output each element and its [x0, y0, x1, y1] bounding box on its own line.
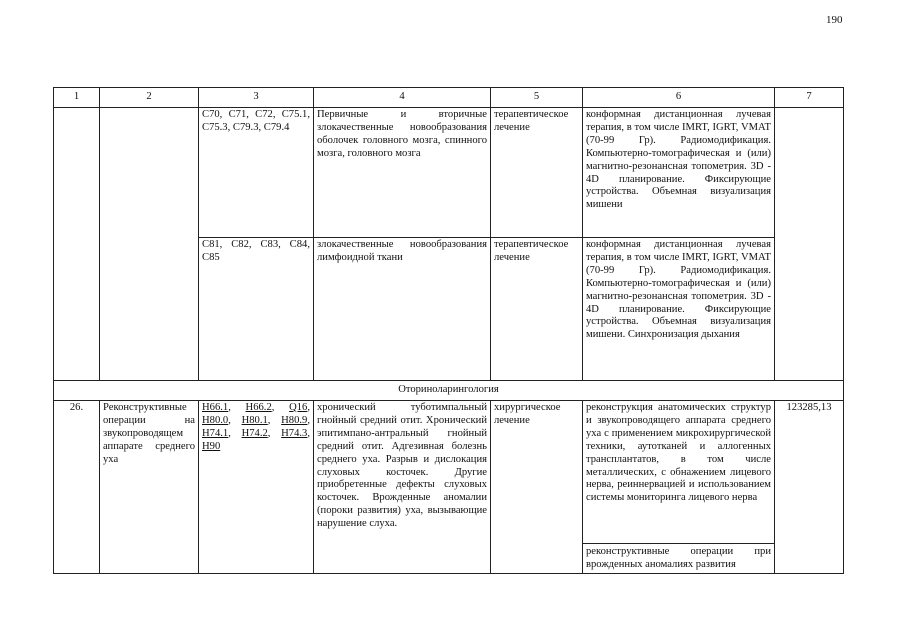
- code: H74.3: [281, 427, 308, 439]
- section-title: Оториноларингология: [54, 381, 844, 401]
- code: H80.9: [281, 414, 308, 426]
- codes-cell: С81, С82, С83, С84, С85: [199, 238, 314, 381]
- model-cell: хронический туботимпальный гнойный средний отит. Хронический эпитимпано-антральный гнойный средний отит. Адгезивная болезнь среднего уха. Разрыв и дислокация слуховых косточек. Другие приобретенные дефекты слуховых косточек. Врожденные аномалии (пороки развития) уха, вызывающие нарушение слуха.: [314, 401, 491, 574]
- code: H74.2: [241, 427, 268, 439]
- method-cell: конформная дистанционная лучевая терапия, в том числе IMRT, IGRT, VMAT (70-99 Гр). Радиомодификация. Компьютерно-томографическая и (или) магнитно-резонансная топометрия. 3D - 4D планирование. Фиксирующие устройства. Объемная визуализация мишени: [583, 108, 775, 238]
- code: H74.1: [202, 427, 229, 439]
- method-reconstruction: реконструкция анатомических структур и звукопроводящего аппарата среднего уха с применением микрохирургической техники, аутотканей и аллогенных трансплантатов, в том числе металлических, с обнажением лицевого нерва, реиннервацией и использованием системы мониторинга лицевого нерва: [583, 401, 774, 544]
- code: H80.1: [241, 414, 268, 426]
- code: H80.0: [202, 414, 229, 426]
- row-number: 26.: [54, 401, 100, 574]
- model-cell: Первичные и вторичные злокачественные новообразования оболочек головного мозга, спинного мозга, головного мозга: [314, 108, 491, 238]
- header-col-3: 3: [199, 88, 314, 108]
- procedure-name: Реконструктивные операции на звукопроводящем аппарате среднего уха: [100, 401, 199, 574]
- model-cell: злокачественные новообразования лимфоидной ткани: [314, 238, 491, 381]
- diagnosis-codes: H66.1, H66.2, Q16, H80.0, H80.1, H80.9, H74.1, H74.2, H74.3, H90: [199, 401, 314, 574]
- header-col-1: 1: [54, 88, 100, 108]
- code: H90: [202, 440, 221, 452]
- section-row: [54, 381, 844, 401]
- procedures-table: [53, 87, 844, 574]
- header-col-7: 7: [775, 88, 844, 108]
- method-congenital: реконструктивные операции при врожденных аномалиях развития: [586, 546, 771, 570]
- method-cell: конформная дистанционная лучевая терапия, в том числе IMRT, IGRT, VMAT (70-99 Гр). Радиомодификация. Компьютерно-томографическая и (или) магнитно-резонансная топометрия. 3D - 4D планирование. Фиксирующие устройства. Объемная визуализация мишени. Синхронизация дыхания: [583, 238, 775, 381]
- table-row: [54, 401, 844, 574]
- code: H66.2: [245, 402, 272, 413]
- table-row: [54, 108, 844, 238]
- empty-name-cell: [100, 108, 199, 381]
- page-number: 190: [826, 14, 843, 26]
- header-col-6: 6: [583, 88, 775, 108]
- header-col-5: 5: [491, 88, 583, 108]
- header-row: [54, 88, 844, 108]
- code: Q16: [289, 402, 308, 413]
- empty-price-cell: [775, 108, 844, 381]
- treatment-cell: терапевтическое лечение: [491, 108, 583, 238]
- header-col-4: 4: [314, 88, 491, 108]
- price-cell: 123285,13: [775, 401, 844, 574]
- code: H66.1: [202, 402, 229, 413]
- treatment-cell: хирургическое лечение: [491, 401, 583, 574]
- header-col-2: 2: [100, 88, 199, 108]
- method-cell: [583, 401, 775, 574]
- empty-number-cell: [54, 108, 100, 381]
- codes-cell: С70, С71, С72, С75.1, С75.3, С79.3, С79.4: [199, 108, 314, 238]
- treatment-cell: терапевтическое лечение: [491, 238, 583, 381]
